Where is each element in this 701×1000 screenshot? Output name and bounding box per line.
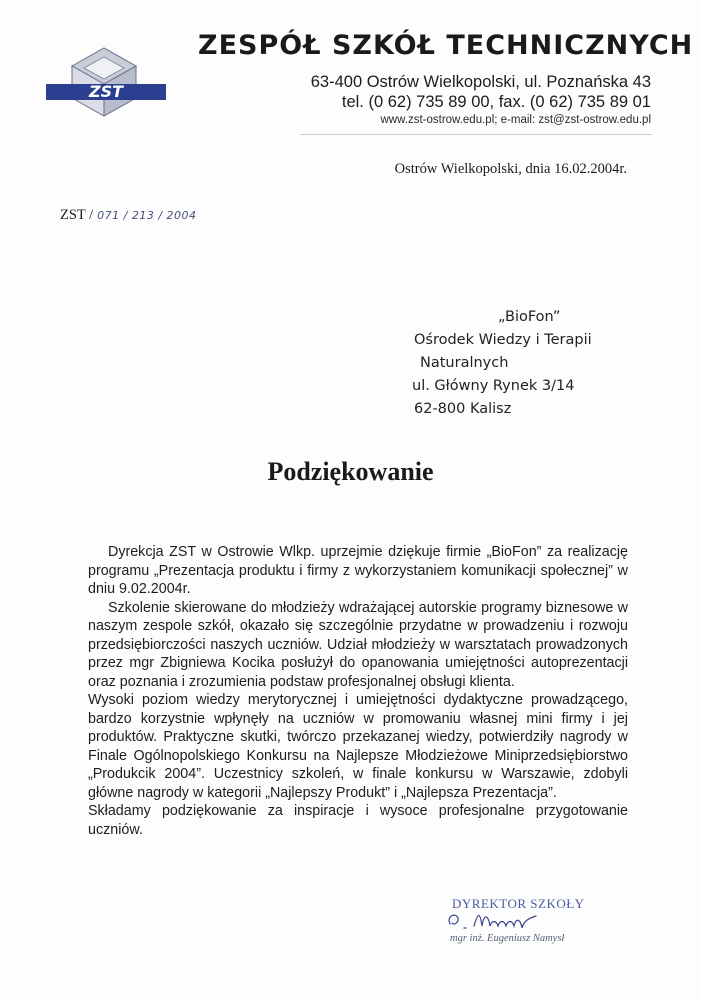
- recipient-line: Ośrodek Wiedzy i Terapii: [414, 332, 592, 348]
- signature-stamp-title: DYREKTOR SZKOŁY: [452, 896, 585, 911]
- recipient-line: 62-800 Kalisz: [414, 401, 512, 417]
- body-paragraph: Wysoki poziom wiedzy merytorycznej i umiejętności dydaktyczne prowadzącego, bardzo korzystnie wpłynęły na uczniów w promowaniu własnej mini firmy i jej produktów. Praktyczne skutki, twórczo przekazanej wiedzy, potwierdziły nagrody w Finale Ogólnopolskiego Konkursu na Najlepsze Młodzieżowe Miniprzedsiębiorstwo „Produkcik 2004”. Uczestnicy szkoleń, w finale konkursu w Warszawie, zdobyli główne nagrody w kategorii „Najlepszy Produkt” i „Najlepsza Prezentacja”.: [88, 692, 628, 801]
- reference-number: [60, 206, 197, 224]
- school-address: 63-400 Ostrów Wielkopolski, ul. Poznańska 43: [310, 73, 651, 91]
- body-paragraph: Składamy podziękowanie za inspiracje i wysoce profesjonalne przygotowanie uczniów.: [88, 803, 628, 838]
- reference-printed: ZST /: [60, 207, 94, 223]
- letter-title: Podziękowanie: [267, 457, 434, 486]
- school-phone-fax: tel. (0 62) 735 89 00, fax. (0 62) 735 89 01: [341, 93, 651, 111]
- recipient-line: Naturalnych: [420, 355, 509, 371]
- recipient-line: ul. Główny Rynek 3/14: [412, 378, 575, 394]
- body-paragraph: Dyrekcja ZST w Ostrowie Wlkp. uprzejmie dziękuje firmie „BioFon” za realizację programu „Prezentacja produktu i firmy z wykorzystaniem komunikacji społecznej” w dniu 9.02.2004r.: [88, 544, 628, 597]
- svg-text:ZST: ZST: [88, 82, 124, 101]
- body-paragraph: Szkolenie skierowane do młodzieży wdrażającej autorskie programy biznesowe w naszym zespole szkół, okazało się szczególnie przydatne w prowadzeniu i rozwoju przedsiębiorczości naszych uczniów. Udział młodzieży w warsztatach prowadzonych przez mgr Zbigniewa Kocika posłużył do opanowania umiejętności autoprezentacji oraz poznania i zrozumienia podstaw profesjonalnej obsługi klienta.: [88, 599, 628, 690]
- letter-body: [88, 543, 628, 839]
- school-logo: [42, 44, 168, 120]
- recipient-address: [410, 306, 592, 421]
- header-divider: [300, 134, 652, 135]
- school-name: ZESPÓŁ SZKÓŁ TECHNICZNYCH: [198, 30, 694, 61]
- school-web-email: www.zst-ostrow.edu.pl; e-mail: zst@zst-ostrow.edu.pl: [380, 114, 651, 126]
- signature-stamp-name: mgr inż. Eugeniusz Namysł: [450, 933, 565, 944]
- handwritten-signature: [444, 906, 564, 934]
- signature-block: [444, 896, 624, 956]
- reference-handwritten: 071 / 213 / 2004: [97, 209, 197, 222]
- place-date: Ostrów Wielkopolski, dnia 16.02.2004r.: [394, 161, 627, 177]
- recipient-line: „BioFon”: [498, 309, 561, 325]
